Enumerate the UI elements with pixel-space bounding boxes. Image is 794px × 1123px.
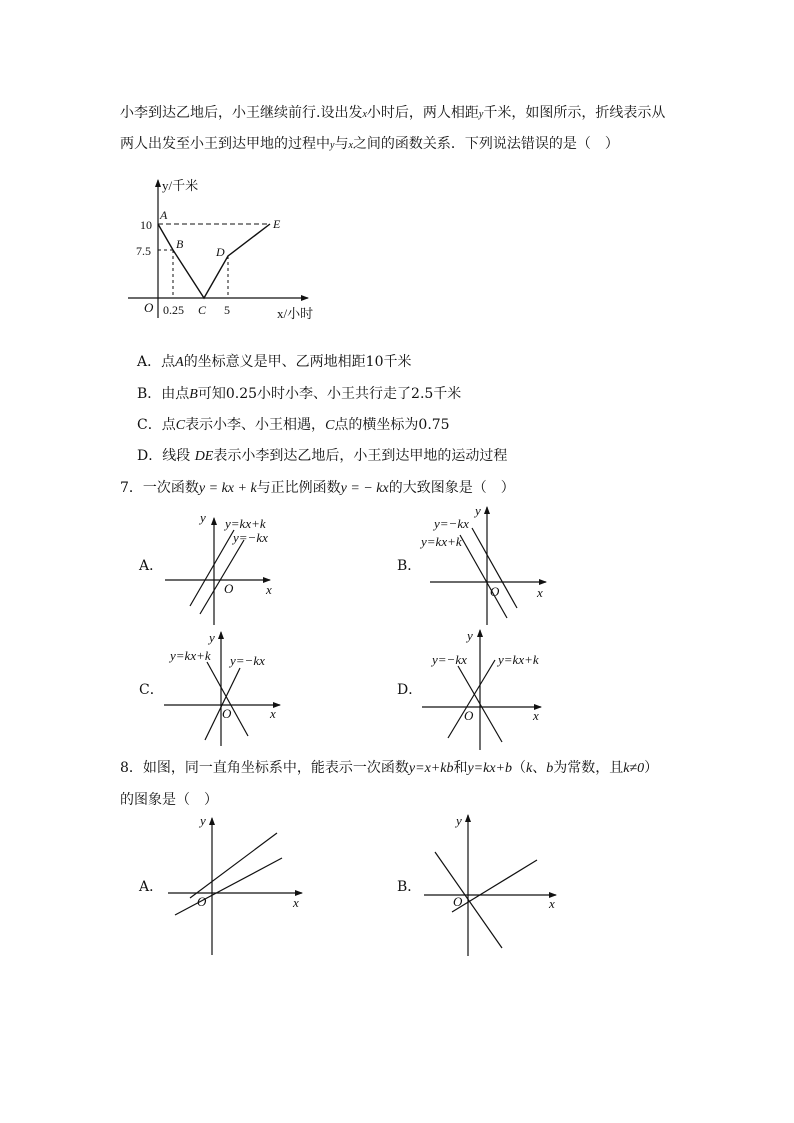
- q8-stem-line2: 的图象是（ ）: [120, 792, 218, 808]
- q6-text-line1: 小李到达乙地后，小王继续前行.设出发x小时后，两人相距y千米，如图所示，折线表示从: [120, 105, 666, 121]
- q7-option-d[interactable]: D．: [397, 682, 423, 698]
- svg-text:y=kx+k: y=kx+k: [498, 652, 539, 667]
- svg-text:y=kx+k: y=kx+k: [421, 534, 462, 549]
- q6-text-line2: 两人出发至小王到达甲地的过程中y与x之间的函数关系．下列说法错误的是（ ）: [120, 136, 619, 152]
- svg-text:y: y: [200, 510, 206, 525]
- svg-text:x: x: [537, 585, 543, 600]
- svg-text:O: O: [464, 708, 474, 723]
- q7-option-b[interactable]: B．: [397, 558, 422, 574]
- q7-graph-c: [164, 630, 280, 746]
- svg-text:y=−kx: y=−kx: [233, 530, 268, 545]
- svg-text:O: O: [490, 584, 500, 599]
- q6-point-e: E: [273, 217, 281, 231]
- q6-option-b[interactable]: B．由点B可知0.25小时小李、小王共行走了2.5千米: [137, 386, 462, 402]
- svg-text:y: y: [456, 813, 462, 828]
- svg-text:O: O: [222, 706, 232, 721]
- q6-xlabel: x/小时: [277, 306, 314, 321]
- svg-text:y: y: [200, 813, 206, 828]
- svg-text:x: x: [266, 582, 272, 597]
- svg-text:y: y: [467, 628, 473, 643]
- q6-ytick-10: 10: [140, 218, 152, 232]
- q8-stem-line1: 8．如图，同一直角坐标系中，能表示一次函数y=x+kb和y=kx+b（k、b为常数，且k≠0）: [120, 760, 659, 776]
- q6-xtick-025: 0.25: [163, 303, 184, 317]
- svg-text:O: O: [453, 894, 463, 909]
- q6-graph: [128, 178, 313, 321]
- q7-option-a[interactable]: A．: [139, 558, 164, 574]
- q6-ytick-75: 7.5: [136, 244, 151, 258]
- q6-option-d[interactable]: D．线段 DE表示小李到达乙地后，小王到达甲地的运动过程: [137, 448, 508, 464]
- q8-graph-b: [424, 813, 556, 956]
- svg-text:y=−kx: y=−kx: [432, 652, 467, 667]
- q6-point-d: D: [216, 245, 225, 259]
- q8-option-a[interactable]: A．: [139, 879, 164, 895]
- q7-graph-d: [422, 628, 541, 750]
- svg-text:y: y: [475, 503, 481, 518]
- q7-option-c[interactable]: C．: [139, 682, 164, 698]
- q6-option-a[interactable]: A．点A的坐标意义是甲、乙两地相距10千米: [137, 354, 412, 370]
- svg-text:x: x: [270, 706, 276, 721]
- q6-point-a: A: [160, 208, 168, 222]
- svg-text:y=−kx: y=−kx: [434, 516, 469, 531]
- svg-text:O: O: [224, 581, 234, 596]
- q6-polyline: [158, 224, 270, 298]
- svg-text:y=kx+k: y=kx+k: [170, 648, 211, 663]
- svg-text:y=−kx: y=−kx: [230, 653, 265, 668]
- q6-xtick-c: C: [198, 303, 207, 317]
- svg-text:x: x: [533, 708, 539, 723]
- svg-text:O: O: [197, 894, 207, 909]
- svg-text:x: x: [549, 896, 555, 911]
- svg-text:y: y: [209, 630, 215, 645]
- q6-option-c[interactable]: C．点C表示小李、小王相遇，C点的横坐标为0.75: [137, 417, 450, 433]
- svg-text:x: x: [293, 895, 299, 910]
- q6-point-b: B: [176, 237, 184, 251]
- q8-graph-a: [168, 813, 302, 955]
- q7-stem: 7．一次函数y = kx + k与正比例函数y = − kx的大致图象是（ ）: [120, 480, 515, 496]
- svg-text:y=kx+k: y=kx+k: [225, 516, 266, 531]
- q7-graph-b: [419, 503, 546, 625]
- q7-graph-a: [165, 510, 272, 625]
- q6-ylabel: y/千米: [162, 178, 199, 193]
- q8-option-b[interactable]: B．: [397, 879, 422, 895]
- q6-xtick-5: 5: [224, 303, 230, 317]
- q6-origin: O: [144, 300, 154, 315]
